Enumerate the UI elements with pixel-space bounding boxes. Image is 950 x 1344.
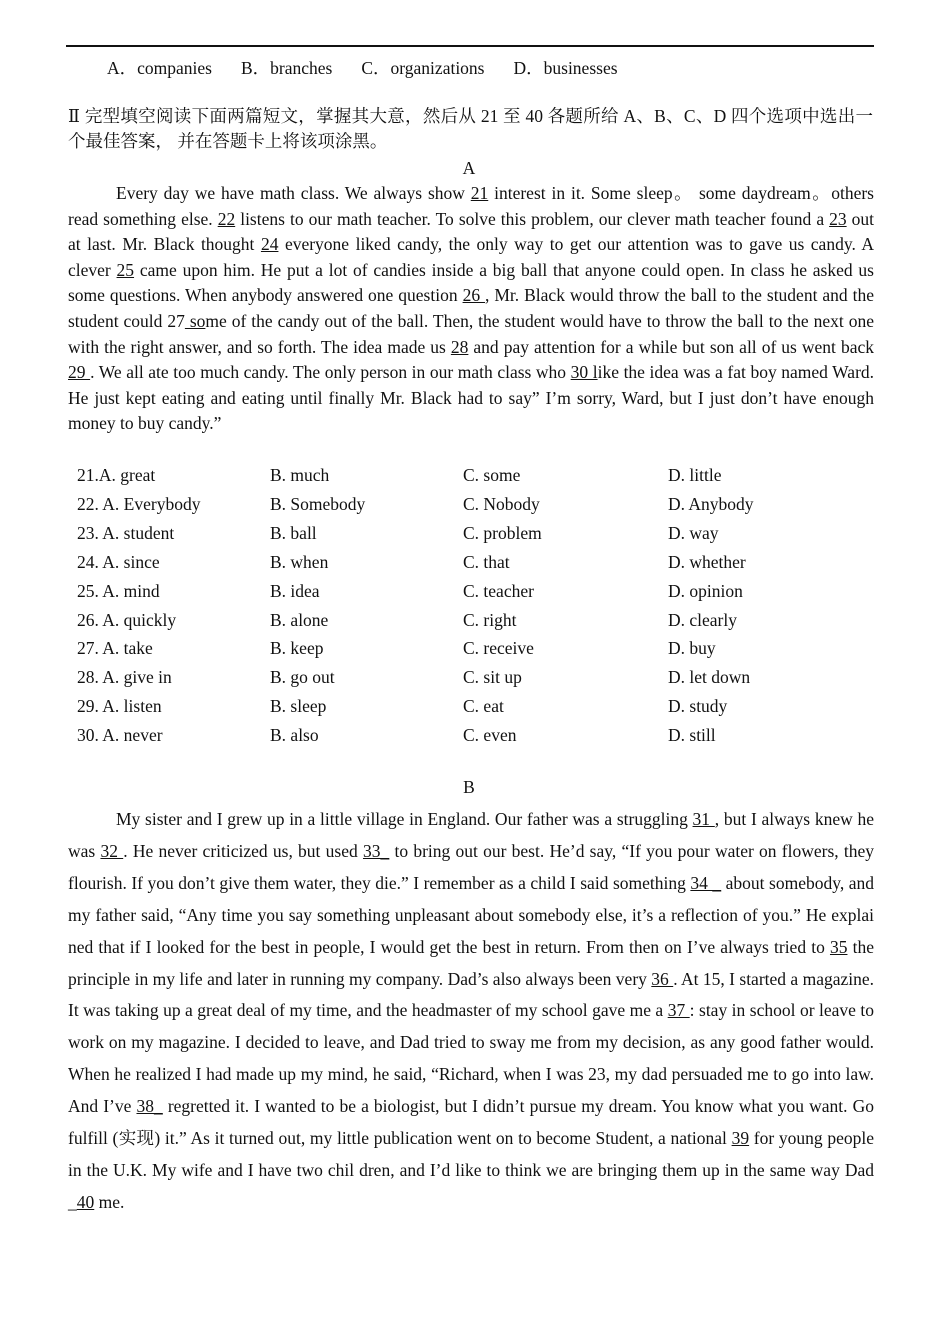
text-segment: to bring out our best. He’d say, “If you pour water on flowers, they flourish. If you don’t give them water, they die.” I remember as a child I said something xyxy=(68,840,874,893)
question-row xyxy=(77,667,877,696)
blank-number: 30 l xyxy=(570,362,598,383)
blank-number: 33_ xyxy=(362,840,390,861)
blank-number: 28 xyxy=(450,336,469,357)
answer-choice: B. also xyxy=(270,725,319,746)
previous-question-options xyxy=(107,55,647,80)
text-segment: . We all ate too much candy. The only person in our math class who xyxy=(90,362,571,383)
question-row xyxy=(77,581,877,610)
blank-number: 38_ xyxy=(136,1096,163,1117)
answer-choice: C. right xyxy=(463,609,517,630)
text-segment: for young people in the U.K. My wife and I have two chil dren, and I’d like to think we are bringing them up in the same way Dad _ xyxy=(68,1128,874,1212)
text-segment: . At 15, I started a magazine. It was taking up a great deal of my time, and the headmaster of my school gave me a xyxy=(68,968,875,1021)
text-segment: . He never criticized us, but used xyxy=(123,840,363,861)
passage-b xyxy=(68,804,874,1219)
answer-choice: B. much xyxy=(270,465,330,485)
answer-choice: D. whether xyxy=(668,551,746,572)
passage-a-text xyxy=(68,181,874,437)
answer-choice: 22. A. Everybody xyxy=(77,493,201,514)
answer-choice: 23. A. student xyxy=(77,522,175,543)
text-segment: , but I always knew he was xyxy=(68,809,874,861)
answer-choice: 29. A. listen xyxy=(77,696,162,717)
blank-number: 36 xyxy=(651,968,674,989)
answer-choice: C. some xyxy=(463,465,521,485)
option-a: A．companies xyxy=(107,58,212,78)
blank-number: 31 xyxy=(692,809,715,829)
question-row xyxy=(77,725,877,754)
answer-choice: D. little xyxy=(668,465,722,485)
text-segment: Every day we have math class. We always show xyxy=(116,183,471,203)
question-row xyxy=(77,523,877,552)
answer-choice: D. opinion xyxy=(668,580,743,601)
blank-number: 23 xyxy=(829,208,847,229)
answer-choice: B. keep xyxy=(270,638,324,659)
answer-choice: B. Somebody xyxy=(270,493,366,514)
answer-choice: B. sleep xyxy=(270,696,327,717)
text-segment: about somebody, and my father said, “Any time you say something unpleasant about somebody else, it’s a reflection of you.” He explai ned that if I looked for the best in people, I would get the best in return. From then on I’ve always tried to xyxy=(68,872,874,957)
answer-choice: 27. A. take xyxy=(77,638,153,659)
question-row xyxy=(77,552,877,581)
blank-number: 29 xyxy=(68,362,91,383)
blank-number: 34 _ xyxy=(690,872,722,893)
blank-number: 22 xyxy=(217,208,236,229)
blank-number: 26 xyxy=(462,285,486,306)
answer-choice: C. sit up xyxy=(463,667,522,688)
answer-choice: D. way xyxy=(668,522,719,543)
top-divider xyxy=(66,45,874,47)
text-segment: and pay attention for a while but son all of us went back xyxy=(468,336,874,357)
text-segment: ike the idea was a fat boy named Ward. He just kept eating and eating until finally Mr. Black had to say” I’m sorry, Ward, but I just don’t have enough money to buy candy.” xyxy=(68,362,875,434)
blank-number: 40 xyxy=(76,1191,95,1212)
section-instructions: Ⅱ 完型填空阅读下面两篇短文，掌握其大意，然后从 21 至 40 各题所给 A、B、C、D 四个选项中选出一个最佳答案， 并在答题卡上将该项涂黑。 xyxy=(68,106,873,151)
answer-choice: C. receive xyxy=(463,638,534,659)
text-segment: came upon him. He put a lot of candies inside a big ball that anyone could open. In class he asked us some questions. When anybody answered one question xyxy=(68,259,874,306)
answer-choice: B. go out xyxy=(270,667,335,688)
passage-a xyxy=(68,181,874,437)
answer-choice: 26. A. quickly xyxy=(77,609,177,630)
text-segment: the principle in my life and later in running my company. Dad’s also always been very xyxy=(68,936,874,989)
blank-number: 24 xyxy=(260,234,279,255)
blank-number: 35 xyxy=(829,936,848,957)
answer-choice: C. Nobody xyxy=(463,493,540,514)
answer-choice: D. let down xyxy=(668,667,751,688)
answer-choice: D. Anybody xyxy=(668,493,754,514)
answer-choice: B. when xyxy=(270,551,329,572)
answer-choice: D. study xyxy=(668,696,728,717)
answer-choice: B. idea xyxy=(270,580,320,601)
text-segment: My sister and I grew up in a little village in England. Our father was a struggling xyxy=(116,809,693,829)
answer-choice: D. buy xyxy=(668,638,716,659)
text-segment: listens to our math teacher. To solve this problem, our clever math teacher found a xyxy=(235,208,830,229)
blank-number: 37 xyxy=(667,1000,690,1021)
text-segment: me. xyxy=(94,1191,125,1212)
text-segment: regretted it. I wanted to be a biologist, but I didn’t pursue my dream. You know what you want. Go fulfill (实现) it.” As it turned out, my little publication went on to become Student, a national xyxy=(68,1096,875,1149)
answer-choice: B. ball xyxy=(270,522,317,543)
blank-number: so xyxy=(184,310,206,331)
answer-choice: 30. A. never xyxy=(77,725,163,746)
text-segment: interest in it. Some sleep。 some daydream。others read something else. xyxy=(68,183,874,229)
blank-number: 39 xyxy=(731,1128,750,1149)
text-segment: : stay in school or leave to work on my magazine. I decided to leave, and Dad tried to sway me from my decision, as any good father would. When he realized I had made up my mind, he said, “Richard, when I was 23, my dad persuaded me to go into law. And I’ve xyxy=(68,1000,874,1117)
question-row xyxy=(77,638,877,667)
passage-b-title: B xyxy=(463,777,475,797)
answer-choice: B. alone xyxy=(270,609,329,630)
option-b: B．branches xyxy=(240,58,333,78)
blank-number: 25 xyxy=(116,259,135,280)
answer-choice: 28. A. give in xyxy=(77,667,172,688)
answer-choice: 24. A. since xyxy=(77,551,160,572)
answer-choice: C. teacher xyxy=(463,580,534,601)
option-c: C．organizations xyxy=(361,58,485,78)
blank-number: 21 xyxy=(470,183,489,203)
answer-choice: C. even xyxy=(463,725,517,746)
passage-a-title: A xyxy=(462,158,476,178)
passage-b-text xyxy=(68,804,874,1219)
answer-choice: 21.A. great xyxy=(77,465,156,485)
text-segment: , Mr. Black would throw the ball to the student and the student could 27 xyxy=(68,285,875,331)
answer-choice: C. that xyxy=(463,551,510,572)
blank-number: 32 xyxy=(100,840,124,861)
text-segment: out at last. Mr. Black thought xyxy=(68,208,874,255)
text-segment: me of the candy out of the ball. Then, the student would have to throw the ball to the next one with the right answer, and so forth. The idea made us xyxy=(68,310,874,357)
question-row xyxy=(77,696,877,725)
option-d: D．businesses xyxy=(513,58,618,78)
text-segment: everyone liked candy, the only way to get our attention was to gave us candy. A clever xyxy=(68,234,874,280)
question-row xyxy=(77,465,877,494)
answer-choice: D. still xyxy=(668,725,716,746)
question-row xyxy=(77,494,877,523)
answer-choice: 25. A. mind xyxy=(77,580,160,601)
question-row xyxy=(77,610,877,639)
answer-choice: C. problem xyxy=(463,522,542,543)
answer-choice: C. eat xyxy=(463,696,504,717)
answer-choice: D. clearly xyxy=(668,609,737,630)
